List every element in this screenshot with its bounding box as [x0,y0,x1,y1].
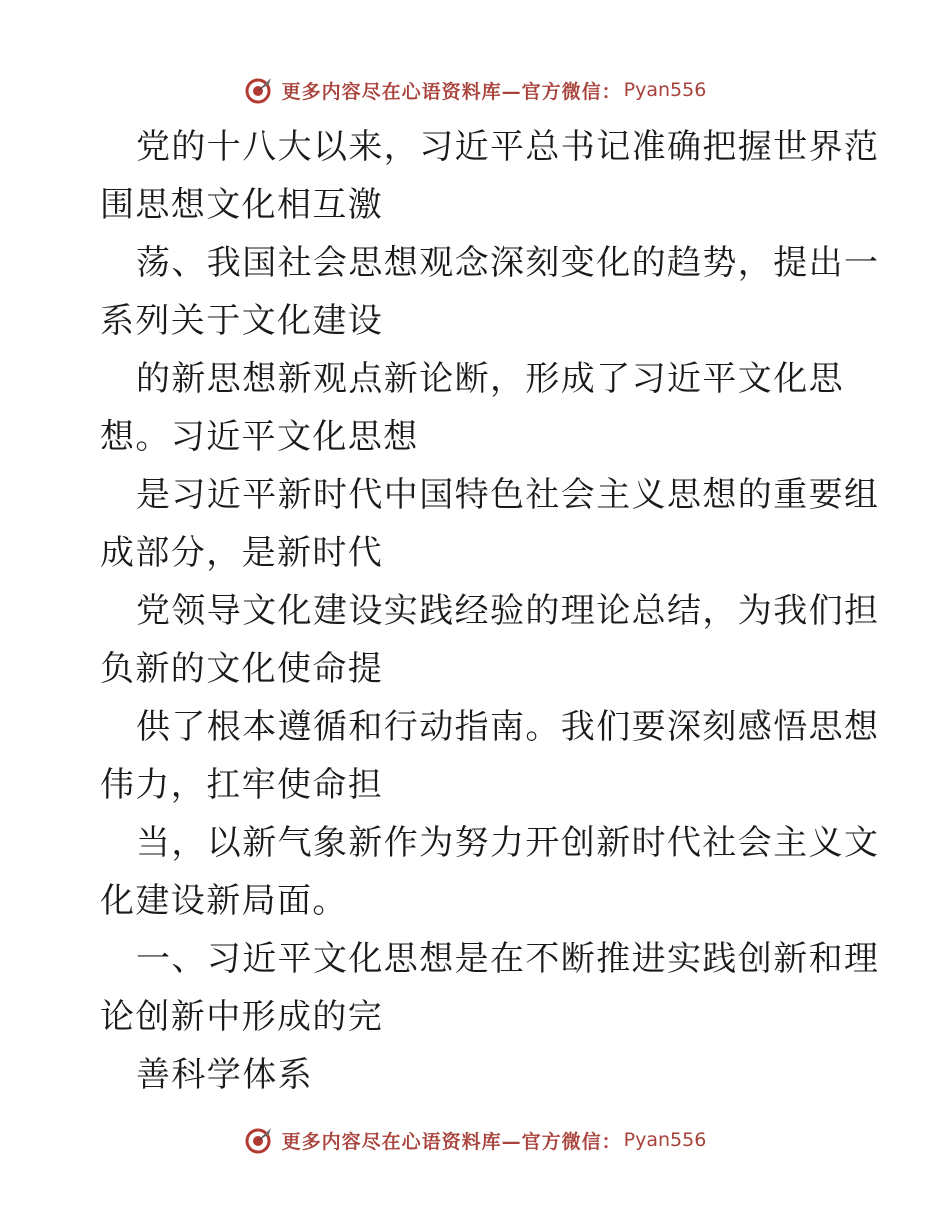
text-line: 当，以新气象新作为努力开创新时代社会主义文 [136,823,880,863]
watermark-text: 更多内容尽在心语资料库—官方微信： [281,80,622,103]
text-line: 系列关于文化建设 [100,301,384,341]
text-line: 党领导文化建设实践经验的理论总结，为我们担 [136,591,880,631]
text-line: 伟力，扛牢使命担 [100,765,384,805]
text-line: 党的十八大以来，习近平总书记准确把握世界范 [136,127,880,167]
document-body [100,118,880,1104]
watermark-wechat-id: Pyan556 [623,1129,707,1151]
text-line: 负新的文化使命提 [100,649,384,689]
text-line: 围思想文化相互激 [100,185,384,225]
footer-watermark [0,1120,950,1160]
text-line: 成部分，是新时代 [100,533,384,573]
text-line: 化建设新局面。 [100,881,348,921]
watermark-wechat-id: Pyan556 [623,79,707,101]
text-line: 是习近平新时代中国特色社会主义思想的重要组 [136,475,880,515]
text-line: 的新思想新观点新论断，形成了习近平文化思 [136,359,844,399]
text-line: 善科学体系 [136,1055,313,1095]
quill-logo-icon [244,75,274,105]
text-line: 荡、我国社会思想观念深刻变化的趋势，提出一 [136,243,880,283]
quill-logo-icon [244,1125,274,1155]
text-line: 论创新中形成的完 [100,997,384,1037]
header-watermark [0,70,950,110]
watermark-text: 更多内容尽在心语资料库—官方微信： [281,1130,622,1153]
text-line: 一、习近平文化思想是在不断推进实践创新和理 [136,939,880,979]
text-line: 想。习近平文化思想 [100,417,419,457]
text-line: 供了根本遵循和行动指南。我们要深刻感悟思想 [136,707,880,747]
